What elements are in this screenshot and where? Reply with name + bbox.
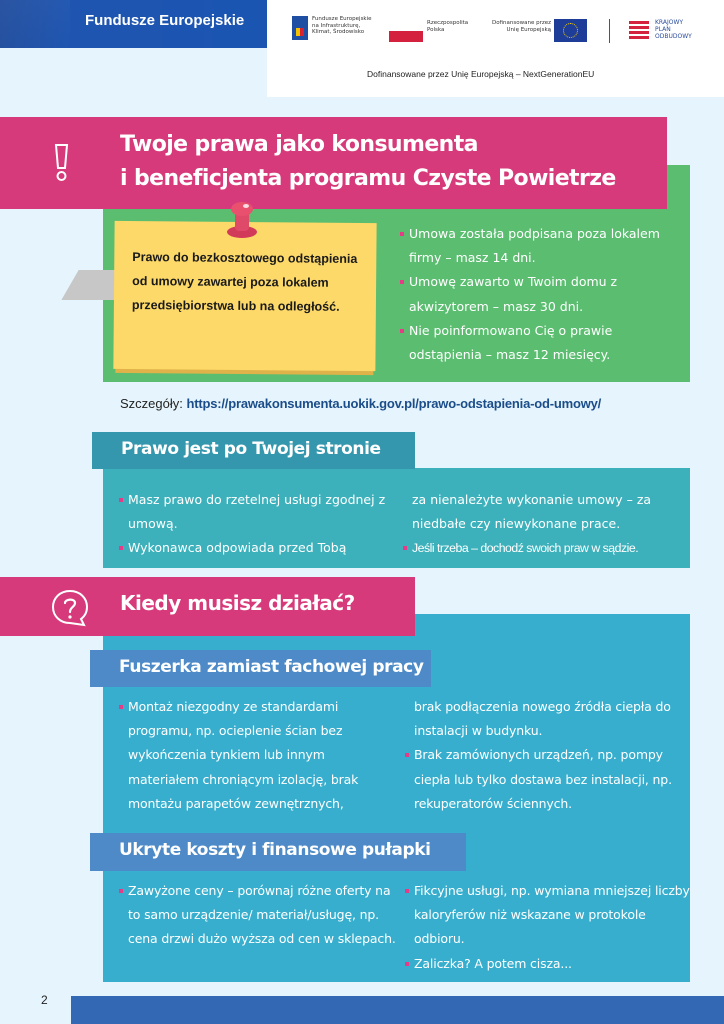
fe-logo-icon (292, 16, 308, 40)
sub1-list-col2 (405, 695, 695, 816)
sub1-header (90, 650, 431, 687)
logos-strip (267, 0, 724, 97)
eu-flag-icon (554, 19, 587, 42)
rp-logo-text (427, 20, 468, 33)
rights-title-line2: i beneficjenta programu Czyste Powietrze (120, 166, 616, 191)
sub1-title: Fuszerka zamiast fachowej pracy (119, 657, 424, 677)
funding-note: Dofinansowane przez Unię Europejską – NextGenerationEU (367, 69, 595, 79)
list-item-continuation: brak podłączenia nowego źródła ciepła do instalacji w budynku. (414, 699, 671, 739)
page-number: 2 (41, 993, 48, 1007)
law-list-col2 (403, 488, 693, 561)
sticky-note-text: Prawo do bezkosztowego odstąpienia od umowy zawartej poza lokalem przedsiębiorstwa lub na odległość. (131, 250, 358, 314)
list-item: Fikcyjne usługi, np. wymiana mniejszej liczby kaloryferów niż wskazane w protokole odbioru. (405, 879, 695, 952)
list-item: Jeśli trzeba – dochodź swoich praw w sądzie. (403, 536, 693, 560)
rights-title-line1: Twoje prawa jako konsumenta (120, 132, 478, 157)
details-line (120, 396, 601, 411)
sub2-title: Ukryte koszty i finansowe pułapki (119, 840, 431, 860)
details-link[interactable]: https://prawakonsumenta.uokik.gov.pl/prawo-odstapienia-od-umowy/ (186, 396, 602, 411)
list-item: Umowę zawarto w Twoim domu z akwizytorem – masz 30 dni. (400, 270, 685, 318)
rights-title (120, 128, 616, 196)
law-list-col1 (119, 488, 389, 561)
sub2-list-col1 (119, 879, 399, 952)
eu-logo-text (485, 20, 551, 33)
rights-banner (0, 117, 667, 209)
when-banner (0, 577, 415, 636)
list-item: Nie poinformowano Cię o prawie odstąpienia – masz 12 miesięcy. (400, 319, 685, 367)
law-header (92, 432, 415, 469)
sub2-header (90, 833, 466, 871)
kpo-logo-line: PLAN (655, 26, 671, 33)
eu-logo-line: Dofinansowane przez (491, 20, 551, 26)
fe-logo-line: Klimat, Środowisko (312, 29, 365, 35)
law-title: Prawo jest po Twojej stronie (121, 439, 381, 459)
rp-logo-line: Polska (427, 26, 445, 33)
sub2-list-col2 (405, 879, 695, 976)
question-bubble-icon (50, 588, 90, 628)
list-item: Zaliczka? A potem cisza... (405, 952, 695, 976)
polish-flag-icon (389, 31, 423, 42)
fe-logo-text (312, 16, 392, 36)
eu-logo-line: Unię Europejską (506, 26, 551, 33)
kpo-logo-text (655, 19, 692, 40)
push-pin-icon (221, 199, 263, 241)
details-label: Szczegóły: (120, 396, 183, 411)
list-item-continuation: za nienależyte wykonanie umowy – za niedbałe czy niewykonane prace. (412, 492, 652, 532)
brand-title: Fundusze Europejskie (85, 12, 245, 29)
rights-list (400, 222, 685, 367)
kpo-logo-line: ODBUDOWY (655, 33, 692, 40)
rp-logo-line: Rzeczpospolita (427, 20, 469, 26)
fe-logo-line: Fundusze Europejskie (312, 16, 372, 22)
list-item: Umowa została podpisana poza lokalem firmy – masz 14 dni. (400, 222, 685, 270)
kpo-logo-line: KRAJOWY (655, 19, 684, 26)
list-item: Brak zamówionych urządzeń, np. pompy ciepła lub tylko dostawa bez instalacji, np. rekuperatorów ściennych. (405, 743, 695, 816)
fe-logo-line: na Infrastrukturę, (312, 22, 361, 29)
list-item: Montaż niezgodny ze standardami programu, np. ocieplenie ścian bez wykończenia tynkiem lub innym materiałem chroniącym izolację, brak montażu parapetów zewnętrznych, (119, 695, 399, 816)
exclamation-icon (53, 144, 70, 182)
kpo-logo-icon (629, 21, 649, 39)
fundusze-europejskie-bar (0, 0, 267, 48)
list-item: Zawyżone ceny – porównaj różne oferty na to samo urządzenie/ materiał/usługę, np. cena drzwi dużo wyższa od cen w sklepach. (119, 879, 399, 952)
when-title: Kiedy musisz działać? (120, 591, 355, 615)
sticky-note (113, 221, 376, 371)
eu-stars-decoration (0, 0, 70, 48)
logo-divider (609, 19, 610, 43)
list-item: Wykonawca odpowiada przed Tobą (119, 536, 389, 560)
list-item: Masz prawo do rzetelnej usługi zgodnej z umową. (119, 488, 389, 536)
sub1-list-col1 (119, 695, 399, 816)
footer-bar (71, 996, 724, 1024)
